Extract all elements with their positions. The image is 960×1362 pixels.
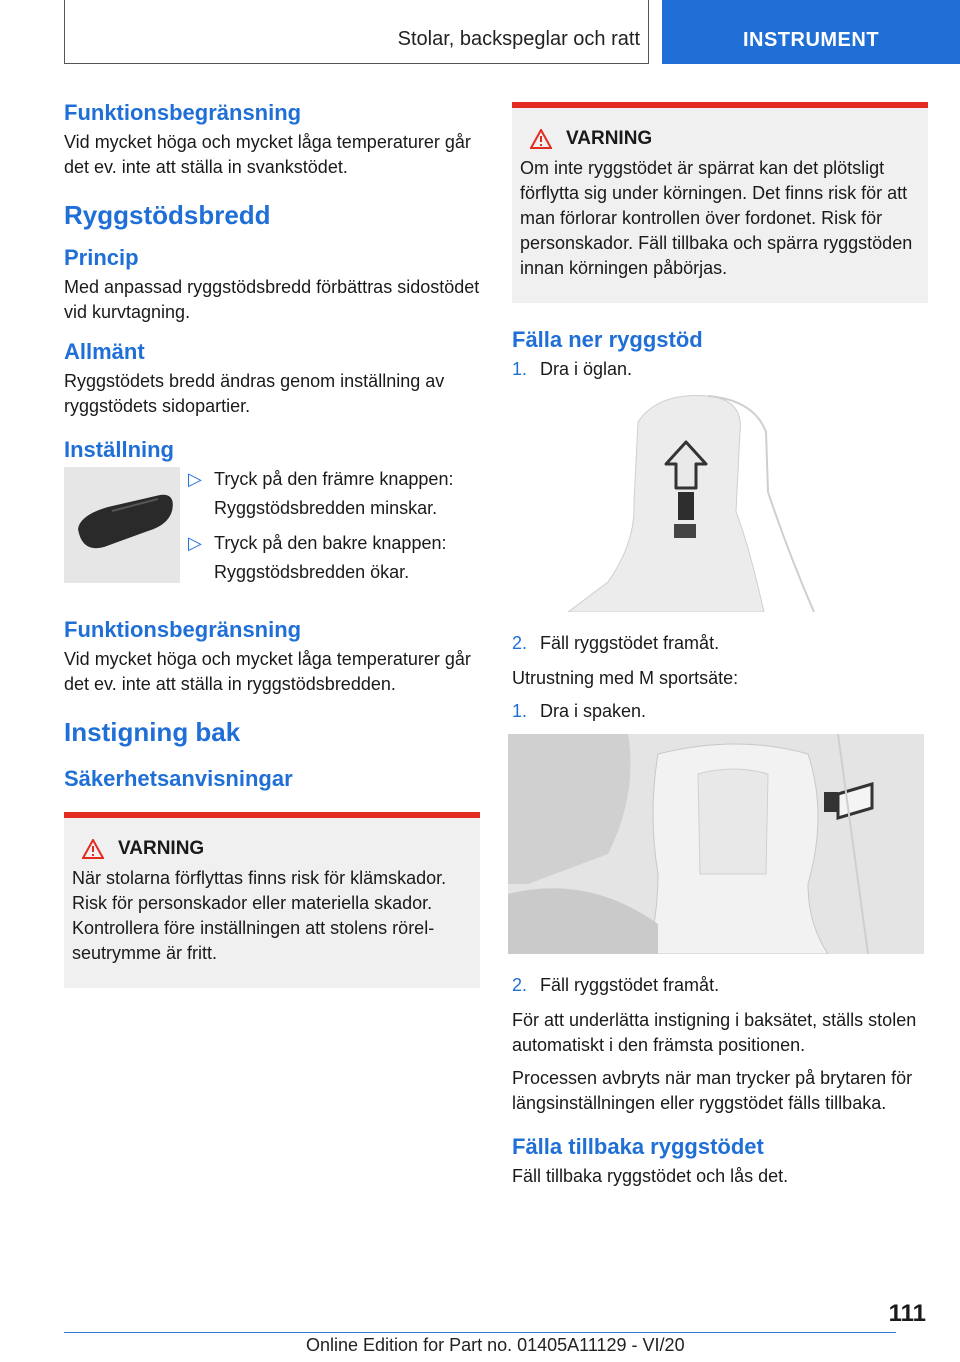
step-2	[512, 631, 928, 656]
warning-box-right	[512, 102, 928, 303]
footer-rule	[64, 1332, 896, 1333]
step-number: 2.	[512, 975, 528, 995]
page-number: 111	[888, 1300, 926, 1327]
warning-title	[530, 128, 920, 150]
bullet-rear	[188, 531, 480, 556]
warning-label: VARNING	[566, 128, 653, 149]
step-number: 1.	[512, 359, 528, 379]
step-number: 1.	[512, 701, 528, 721]
limit2-heading: Funktionsbegränsning	[64, 617, 302, 642]
safety-heading: Säkerhetsanvisningar	[64, 766, 293, 791]
setting-row	[64, 467, 480, 595]
warning-title	[82, 838, 472, 860]
limit1-heading: Funktionsbegränsning	[64, 100, 302, 125]
bullet-front-result: Ryggstödsbredden minskar.	[214, 498, 438, 518]
fold-heading: Fälla ner ryggstöd	[512, 327, 703, 352]
triangle-icon: ▷	[188, 533, 202, 553]
warning-box-left	[64, 812, 480, 988]
bullet-front	[188, 467, 480, 492]
limit1-text: Vid mycket höga och mycket låga temperaturer går det ev. inte att ställa in svankstödet.	[64, 132, 471, 177]
return-text: Fäll tillbaka ryggstödet och lås det.	[512, 1166, 789, 1186]
step-text: Fäll ryggstödet framåt.	[540, 633, 720, 653]
bullet-front-text: Tryck på den främre knappen:	[214, 469, 454, 489]
limit2-text: Vid mycket höga och mycket låga temperaturer går det ev. inte att ställa in ryggstödsbredden.	[64, 649, 471, 694]
step-text: Dra i spaken.	[540, 701, 647, 721]
triangle-icon: ▷	[188, 469, 202, 489]
width-heading: Ryggstödsbredd	[64, 200, 271, 230]
header-section-title: Stolar, backspeglar och ratt	[397, 28, 640, 50]
warning-triangle-icon	[530, 129, 552, 149]
bullet-rear-result: Ryggstödsbredden ökar.	[214, 562, 410, 582]
figure-loop	[568, 392, 928, 617]
warning-triangle-icon	[82, 839, 104, 859]
step-number: 2.	[512, 633, 528, 653]
warning-text: Om inte ryggstödet är spärrat kan det plötsligt förflytta sig under körningen. Det finns risk för att man förlorar kontrollen över fordonet. Risk för personskador. Fäll tillbaka och spärra ryggstöden innan körningen påbörjas.	[520, 158, 913, 278]
edition-text: Online Edition for Part no. 01405A11129 - VI/20	[306, 1335, 685, 1355]
bullet-rear-text: Tryck på den bakre knappen:	[214, 533, 447, 553]
easy-entry-text: För att underlätta instigning i baksätet, ställs stolen automatiskt i den främsta positionen.	[512, 1010, 917, 1055]
step-text: Fäll ryggstödet framåt.	[540, 975, 720, 995]
seat-width-button-image	[64, 467, 180, 583]
warning-label: VARNING	[118, 838, 205, 859]
entry-heading: Instigning bak	[64, 717, 241, 747]
process-text: Processen avbryts när man trycker på brytaren för längsinställningen eller ryggstödet fälls tillbaka.	[512, 1068, 913, 1113]
setting-heading: Inställning	[64, 437, 174, 462]
seat-loop-image	[568, 392, 820, 612]
general-text: Ryggstödets bredd ändras genom inställning av ryggstödets sidopartier.	[64, 371, 445, 416]
msport-seat-image	[508, 734, 924, 954]
header-tab-instrument[interactable]: INSTRUMENT	[662, 0, 960, 64]
warning-text: När stolarna förflyttas finns risk för klämskador. Risk för personskador eller materiella skador. Kontrollera före inställningen att stolens rörelseutrymme är fritt.	[72, 868, 447, 963]
return-heading: Fälla tillbaka ryggstödet	[512, 1134, 764, 1159]
left-column	[64, 100, 480, 1002]
right-column	[512, 100, 928, 1197]
msport-text: Utrustning med M sportsäte:	[512, 668, 739, 688]
step-text: Dra i öglan.	[540, 359, 633, 379]
step-3	[512, 699, 928, 724]
step-1	[512, 357, 928, 382]
figure-lever	[508, 734, 928, 959]
principle-heading: Princip	[64, 245, 139, 270]
general-heading: Allmänt	[64, 339, 145, 364]
principle-text: Med anpassad ryggstödsbredd förbättras sidostödet vid kurvtagning.	[64, 277, 480, 322]
step-4	[512, 973, 928, 998]
setting-bullets	[188, 467, 480, 595]
